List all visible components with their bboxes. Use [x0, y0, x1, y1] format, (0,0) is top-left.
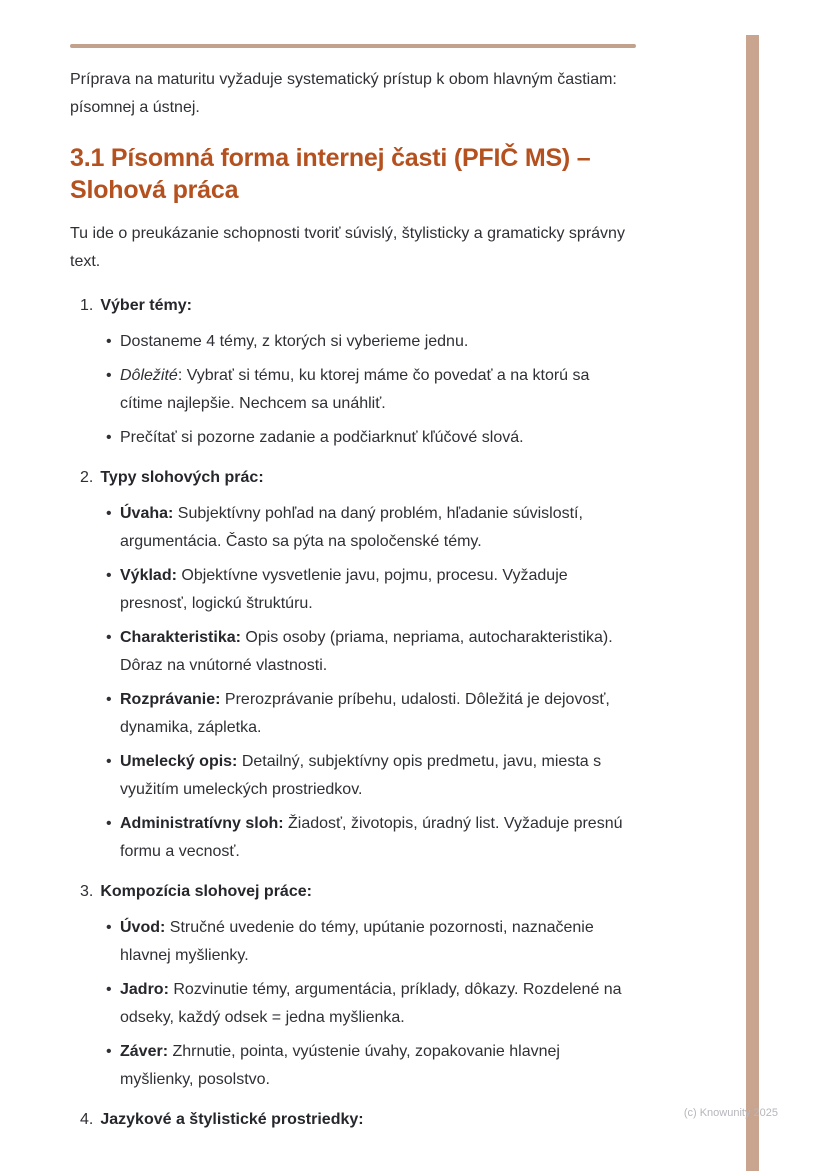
bullet-lead-bold: Rozprávanie:	[120, 691, 221, 708]
item-number: 1.	[80, 297, 94, 314]
item-title-text: Výber témy:	[100, 297, 192, 314]
item-number: 2.	[80, 469, 94, 486]
numbered-item	[70, 878, 636, 1094]
numbered-item-title	[70, 292, 636, 320]
bullet-item: • Jadro: Rozvinutie témy, argumentácia, príklady, dôkazy. Rozdelené na odseky, každý odsek = jedna myšlienka.	[70, 976, 636, 1032]
item-number: 4.	[80, 1111, 94, 1128]
bullet-item: • Záver: Zhrnutie, pointa, vyústenie úvahy, zopakovanie hlavnej myšlienky, posolstvo.	[70, 1038, 636, 1094]
bullet-list	[70, 914, 636, 1094]
bullet-item: • Úvod: Stručné uvedenie do témy, upútanie pozornosti, naznačenie hlavnej myšlienky.	[70, 914, 636, 970]
item-title-text: Kompozícia slohovej práce:	[100, 883, 312, 900]
section-heading: 3.1 Písomná forma internej časti (PFIČ MS) – Slohová práca	[70, 144, 591, 204]
intro-paragraph: Príprava na maturitu vyžaduje systematický prístup k obom hlavným častiam: písomnej a ústnej.	[70, 71, 617, 116]
bullet-lead-bold: Charakteristika:	[120, 629, 241, 646]
bullet-lead-bold: Administratívny sloh:	[120, 815, 284, 832]
watermark: (c) Knowunity 2025	[683, 1107, 778, 1119]
bullet-lead-bold: Úvaha:	[120, 505, 174, 522]
bullet-list	[70, 328, 636, 452]
numbered-item	[70, 292, 636, 452]
bullet-item: • Úvaha: Subjektívny pohľad na daný problém, hľadanie súvislostí, argumentácia. Často sa pýta na spoločenské témy.	[70, 500, 636, 556]
item-number: 3.	[80, 883, 94, 900]
section-intro-paragraph: Tu ide o preukázanie schopnosti tvoriť súvislý, štylisticky a gramaticky správny text.	[70, 225, 625, 270]
item-title-text: Jazykové a štylistické prostriedky:	[100, 1111, 364, 1128]
numbered-item-title	[70, 464, 636, 492]
bullet-lead-bold: Jadro:	[120, 981, 169, 998]
bullet-item: • Umelecký opis: Detailný, subjektívny opis predmetu, javu, miesta s využitím umeleckých prostriedkov.	[70, 748, 636, 804]
numbered-item-title	[70, 878, 636, 906]
item-title-text: Typy slohových prác:	[100, 469, 264, 486]
bullet-item: • Prečítať si pozorne zadanie a podčiarknuť kľúčové slová.	[70, 424, 636, 452]
bullet-lead-bold: Záver:	[120, 1043, 169, 1060]
numbered-item-title	[70, 1106, 636, 1134]
bullet-lead-italic: Dôležité	[120, 367, 178, 384]
document-content	[70, 44, 636, 1146]
bullet-lead-bold: Výklad:	[120, 567, 177, 584]
bullet-item: • Charakteristika: Opis osoby (priama, nepriama, autocharakteristika). Dôraz na vnútorné vlastnosti.	[70, 624, 636, 680]
bullet-item: • Dôležité: Vybrať si tému, ku ktorej máme čo povedať a na ktorú sa cítime najlepšie. Nechcem sa unáhliť.	[70, 362, 636, 418]
bullet-item: • Rozprávanie: Prerozprávanie príbehu, udalosti. Dôležitá je dejovosť, dynamika, zápletka.	[70, 686, 636, 742]
side-accent-bar	[746, 35, 759, 1171]
numbered-item	[70, 1106, 636, 1134]
bullet-lead-bold: Umelecký opis:	[120, 753, 238, 770]
numbered-item	[70, 464, 636, 866]
bullet-item: • Administratívny sloh: Žiadosť, životopis, úradný list. Vyžaduje presnú formu a vecnosť.	[70, 810, 636, 866]
bullet-item: • Výklad: Objektívne vysvetlenie javu, pojmu, procesu. Vyžaduje presnosť, logickú štruktúru.	[70, 562, 636, 618]
bullet-list	[70, 500, 636, 866]
bullet-lead-bold: Úvod:	[120, 919, 166, 936]
numbered-list	[70, 292, 636, 1134]
top-divider	[70, 44, 636, 48]
bullet-item: • Dostaneme 4 témy, z ktorých si vyberieme jednu.	[70, 328, 636, 356]
